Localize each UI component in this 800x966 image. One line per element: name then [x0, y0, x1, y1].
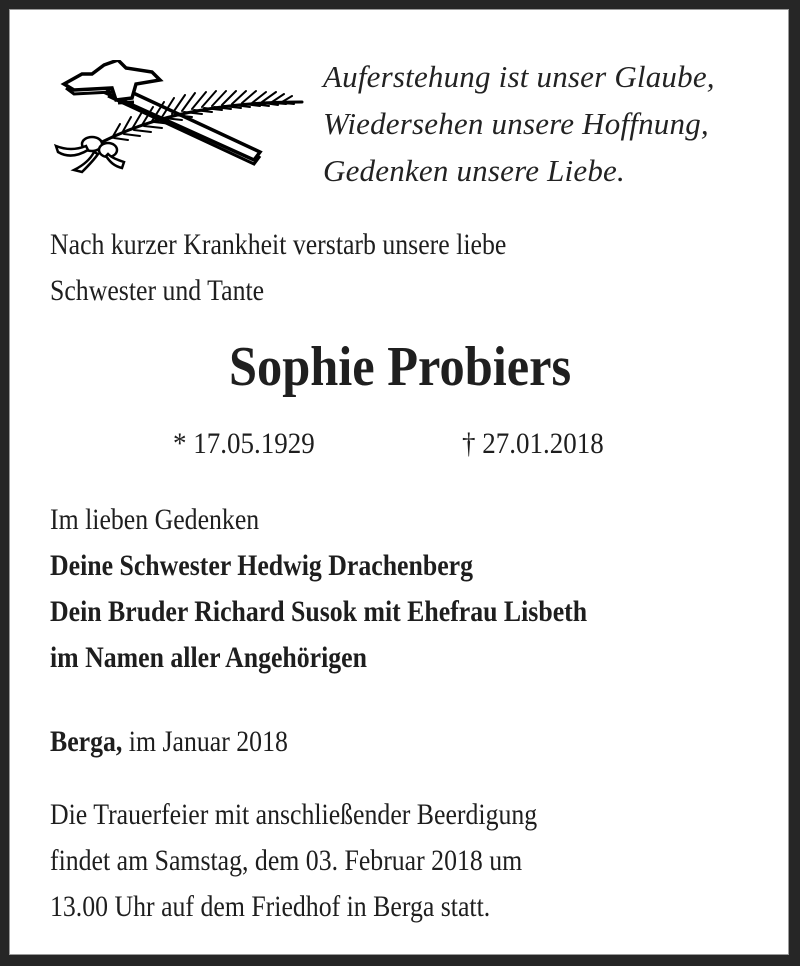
- deceased-name: Sophie Probiers: [228, 336, 572, 398]
- motto-line: Wiedersehen unsere Hoffnung,: [323, 106, 709, 141]
- mourner-line: im Namen aller Angehörigen: [50, 641, 367, 674]
- service-line: Die Trauerfeier mit anschließender Beerdigung: [50, 798, 538, 831]
- remembrance: [50, 497, 587, 681]
- cross-with-palm-branch-icon: [52, 60, 304, 175]
- mourner-line: Deine Schwester Hedwig Drachenberg: [50, 549, 474, 582]
- death-date: † 27.01.2018: [462, 427, 604, 460]
- motto-line: Auferstehung ist unser Glaube,: [323, 59, 715, 94]
- motto: [323, 53, 715, 194]
- funeral-service-info: [50, 792, 537, 930]
- service-line: findet am Samstag, dem 03. Februar 2018 um: [50, 844, 523, 877]
- motto-line: Gedenken unsere Liebe.: [323, 153, 625, 188]
- mourner-line: Dein Bruder Richard Susok mit Ehefrau Lisbeth: [50, 595, 588, 628]
- intro-line: Schwester und Tante: [50, 274, 265, 307]
- intro-line: Nach kurzer Krankheit verstarb unsere liebe: [50, 228, 507, 261]
- intro-text: [50, 222, 506, 314]
- place-date: im Januar 2018: [122, 725, 288, 758]
- birth-date: * 17.05.1929: [173, 427, 315, 460]
- remembrance-heading: Im lieben Gedenken: [50, 503, 260, 536]
- place-town: Berga,: [50, 725, 123, 758]
- service-line: 13.00 Uhr auf dem Friedhof in Berga statt.: [50, 890, 491, 923]
- place-and-date: [50, 719, 288, 765]
